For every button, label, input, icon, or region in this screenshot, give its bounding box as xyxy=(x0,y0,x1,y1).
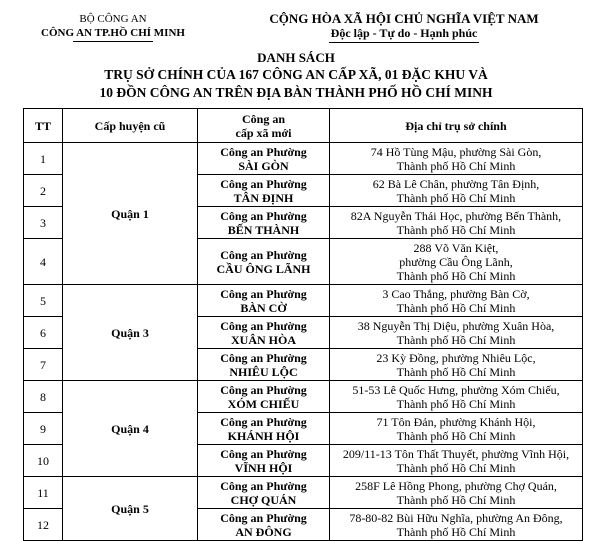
address-line: Thành phố Hồ Chí Minh xyxy=(396,524,516,539)
ward-cell xyxy=(198,285,330,317)
address-line: 74 Hồ Tùng Mậu, phường Sài Gòn, xyxy=(370,144,542,159)
address-cell xyxy=(330,445,583,477)
agency-name: CÔNG AN TP.HỒ CHÍ MINH xyxy=(41,27,185,39)
row-number: 3 xyxy=(24,207,63,239)
address-line: Thành phố Hồ Chí Minh xyxy=(396,332,516,347)
district-cell: Quận 5 xyxy=(63,477,198,541)
table-row xyxy=(24,381,583,413)
ward-cell xyxy=(198,349,330,381)
document-subtitle-2: 10 ĐỒN CÔNG AN TRÊN ĐỊA BÀN THÀNH PHỐ HỒ CHÍ MINH xyxy=(99,85,493,100)
col-header-district: Cấp huyện cũ xyxy=(63,109,198,143)
ward-prefix: Công an Phường xyxy=(220,286,307,301)
address-line: 3 Cao Thắng, phường Bàn Cờ, xyxy=(382,286,530,301)
address-cell xyxy=(330,317,583,349)
address-line: Thành phố Hồ Chí Minh xyxy=(396,190,516,205)
ward-prefix: Công an Phường xyxy=(220,478,307,493)
address-cell xyxy=(330,413,583,445)
col-header-ward xyxy=(198,109,330,143)
address-cell xyxy=(330,381,583,413)
address-line: Thành phố Hồ Chí Minh xyxy=(396,396,516,411)
row-number: 9 xyxy=(24,413,63,445)
ward-name: VĨNH HỘI xyxy=(234,460,293,475)
address-line: 82A Nguyễn Thái Học, phường Bến Thành, xyxy=(350,208,562,223)
row-number: 12 xyxy=(24,509,63,541)
ward-cell xyxy=(198,381,330,413)
ward-cell xyxy=(198,143,330,175)
col-header-ward-line1: Công an xyxy=(241,111,285,126)
address-line: Thành phố Hồ Chí Minh xyxy=(396,492,516,507)
ward-name: BÀN CỜ xyxy=(240,300,287,315)
ward-prefix: Công an Phường xyxy=(220,350,307,365)
ward-cell xyxy=(198,175,330,207)
ward-cell xyxy=(198,509,330,541)
address-line: phường Cầu Ông Lãnh, xyxy=(399,254,513,269)
district-cell: Quận 3 xyxy=(63,285,198,381)
address-line: 38 Nguyễn Thị Diệu, phường Xuân Hòa, xyxy=(357,318,555,333)
address-line: Thành phố Hồ Chí Minh xyxy=(396,300,516,315)
ward-prefix: Công an Phường xyxy=(220,318,307,333)
ward-name: BẾN THÀNH xyxy=(227,222,300,237)
address-cell xyxy=(330,143,583,175)
address-cell xyxy=(330,239,583,285)
table-row xyxy=(24,477,583,509)
col-header-address: Địa chỉ trụ sở chính xyxy=(330,109,583,143)
country-name: CỘNG HÒA XÃ HỘI CHỦ NGHĨA VIỆT NAM xyxy=(269,11,539,26)
col-header-tt: TT xyxy=(24,109,63,143)
ward-prefix: Công an Phường xyxy=(220,247,307,262)
ward-name: SÀI GÒN xyxy=(238,158,289,173)
address-cell xyxy=(330,207,583,239)
ward-prefix: Công an Phường xyxy=(220,414,307,429)
issuer-header xyxy=(8,12,218,42)
address-line: 258F Lê Hồng Phong, phường Chợ Quán, xyxy=(355,478,557,493)
row-number: 4 xyxy=(24,239,63,285)
ward-prefix: Công an Phường xyxy=(220,208,307,223)
ward-name: CẦU ÔNG LÃNH xyxy=(216,261,311,276)
address-cell xyxy=(330,509,583,541)
ward-cell xyxy=(198,445,330,477)
ward-name: XÓM CHIẾU xyxy=(227,396,300,411)
row-number: 10 xyxy=(24,445,63,477)
address-line: 209/11-13 Tôn Thất Thuyết, phường Vĩnh Hội, xyxy=(342,446,570,461)
motto: Độc lập - Tự do - Hạnh phúc xyxy=(330,26,478,40)
address-cell xyxy=(330,349,583,381)
address-cell xyxy=(330,285,583,317)
ward-name: TÂN ĐỊNH xyxy=(233,190,294,205)
ward-cell xyxy=(198,207,330,239)
ward-cell xyxy=(198,317,330,349)
ward-prefix: Công an Phường xyxy=(220,176,307,191)
address-line: 62 Bà Lê Chân, phường Tân Định, xyxy=(372,176,540,191)
col-header-ward-line2: cấp xã mới xyxy=(235,125,292,140)
address-line: 23 Kỳ Đồng, phường Nhiêu Lộc, xyxy=(376,350,536,365)
row-number: 7 xyxy=(24,349,63,381)
row-number: 6 xyxy=(24,317,63,349)
table-row xyxy=(24,143,583,175)
document-title: DANH SÁCH xyxy=(257,50,335,65)
header-left-rule xyxy=(73,41,153,42)
address-line: 288 Võ Văn Kiệt, xyxy=(413,240,499,255)
ward-name: XUÂN HÒA xyxy=(231,332,296,347)
ward-name: AN ĐÔNG xyxy=(235,524,292,539)
row-number: 8 xyxy=(24,381,63,413)
address-line: Thành phố Hồ Chí Minh xyxy=(396,158,516,173)
ward-prefix: Công an Phường xyxy=(220,446,307,461)
ministry-name: BỘ CÔNG AN xyxy=(79,13,147,25)
address-cell xyxy=(330,477,583,509)
headquarters-table xyxy=(23,108,583,541)
address-line: 71 Tôn Đản, phường Khánh Hội, xyxy=(376,414,536,429)
ward-name: CHỢ QUÁN xyxy=(230,492,297,507)
address-line: Thành phố Hồ Chí Minh xyxy=(396,222,516,237)
ward-name: NHIÊU LỘC xyxy=(229,364,298,379)
ward-prefix: Công an Phường xyxy=(220,382,307,397)
table-header-row xyxy=(24,109,583,143)
row-number: 11 xyxy=(24,477,63,509)
address-line: Thành phố Hồ Chí Minh xyxy=(396,460,516,475)
address-cell xyxy=(330,175,583,207)
address-line: 51-53 Lê Quốc Hưng, phường Xóm Chiếu, xyxy=(352,382,560,397)
district-cell: Quận 1 xyxy=(63,143,198,285)
row-number: 1 xyxy=(24,143,63,175)
ward-prefix: Công an Phường xyxy=(220,144,307,159)
address-line: 78-80-82 Bùi Hữu Nghĩa, phường An Đông, xyxy=(349,510,563,525)
row-number: 5 xyxy=(24,285,63,317)
row-number: 2 xyxy=(24,175,63,207)
table-row xyxy=(24,285,583,317)
ward-name: KHÁNH HỘI xyxy=(227,428,300,443)
document-subtitle-1: TRỤ SỞ CHÍNH CỦA 167 CÔNG AN CẤP XÃ, 01 ĐẶC KHU VÀ xyxy=(104,67,488,82)
address-line: Thành phố Hồ Chí Minh xyxy=(396,268,516,283)
national-motto xyxy=(222,11,586,43)
ward-cell xyxy=(198,413,330,445)
ward-cell xyxy=(198,477,330,509)
header-right-rule xyxy=(329,42,479,43)
address-line: Thành phố Hồ Chí Minh xyxy=(396,428,516,443)
address-line: Thành phố Hồ Chí Minh xyxy=(396,364,516,379)
district-cell: Quận 4 xyxy=(63,381,198,477)
ward-cell xyxy=(198,239,330,285)
ward-prefix: Công an Phường xyxy=(220,510,307,525)
